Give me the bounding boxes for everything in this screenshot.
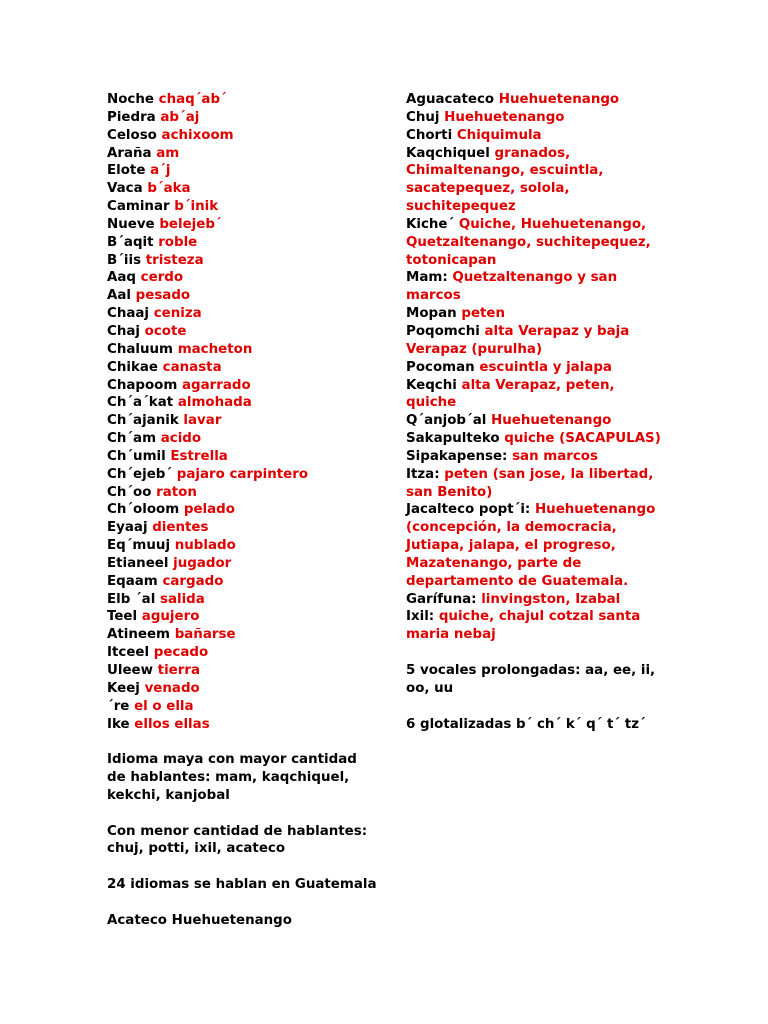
vocab-entry: [107, 145, 377, 163]
vocab-translation: tierra: [157, 663, 200, 678]
vocab-term: Eq´muuj: [107, 538, 171, 554]
vocab-entry: [107, 466, 377, 484]
vocab-entry: [107, 448, 377, 466]
vocab-entry: [107, 501, 377, 519]
vocab-term: Chaaj: [107, 306, 150, 322]
vocab-entry: [107, 341, 377, 359]
vocab-entry: [107, 305, 377, 323]
vocab-translation: Estrella: [170, 448, 228, 464]
language-name: Poqomchi: [406, 323, 480, 339]
vocab-term: Caminar: [107, 199, 170, 215]
languages-list: [406, 91, 666, 644]
vocab-term: Araña: [107, 145, 152, 161]
language-entry: [406, 323, 666, 359]
vocab-entry: [107, 430, 377, 448]
language-name: Jacalteco popt´i:: [406, 502, 531, 518]
vocab-entry: [107, 591, 377, 609]
vocab-translation: acido: [160, 431, 202, 447]
language-entry: [406, 377, 666, 413]
vocab-term: Aaq: [107, 270, 136, 286]
language-entry: [406, 430, 666, 448]
vocab-translation: pelado: [183, 502, 235, 518]
glottalized-line: 6 glotalizadas b´ ch´ k´ q´ t´ tz´: [406, 716, 646, 732]
vocab-translation: el o ella: [134, 698, 194, 714]
vocab-term: Eyaaj: [107, 520, 148, 536]
vocab-entry: [107, 359, 377, 377]
language-places: Huehuetenango (concepción, la democracia, Jutiapa, jalapa, el progreso, Mazatenango, parte de departamento de Guatemala.: [406, 502, 656, 589]
vocab-term: Atineem: [107, 627, 171, 643]
vocab-translation: ab´aj: [160, 109, 200, 125]
vocab-term: Piedra: [107, 109, 156, 125]
spacer: [107, 894, 377, 912]
vocab-entry: [107, 608, 377, 626]
language-entry: [406, 269, 666, 305]
vocab-term: Noche: [107, 92, 154, 107]
vocab-translation: ellos ellas: [134, 716, 210, 732]
language-places: alta Verapaz, peten, quiche: [406, 377, 615, 411]
vocab-entry: [107, 234, 377, 252]
vocab-entry: [107, 180, 377, 198]
language-name: Kaqchiquel: [406, 145, 490, 161]
vocab-entry: [107, 519, 377, 537]
vocab-entry: [107, 644, 377, 662]
vocab-term: Vaca: [107, 181, 143, 197]
vocab-term: Ike: [107, 716, 130, 732]
language-places: Quiche, Huehuetenango, Quetzaltenango, suchitepequez, totonicapan: [406, 216, 651, 268]
vocab-entry: [107, 394, 377, 412]
vocab-entry: [107, 626, 377, 644]
spacer: [406, 644, 666, 662]
vocab-translation: jugador: [173, 555, 232, 571]
vocab-entry: [107, 162, 377, 180]
language-places: san marcos: [512, 448, 598, 464]
language-name: Aguacateco: [406, 92, 495, 107]
vocabulary-list: [107, 91, 377, 733]
vocab-translation: ceniza: [153, 306, 202, 322]
vowels-line-2: oo, uu: [406, 680, 454, 696]
vocab-entry: [107, 537, 377, 555]
note-most-speakers-line-2: de hablantes: mam, kaqchiquel,: [107, 770, 350, 786]
language-entry: [406, 466, 666, 502]
vocab-translation: ocote: [144, 323, 187, 339]
vocab-entry: [107, 662, 377, 680]
language-places: alta Verapaz y baja Verapaz (purulha): [406, 323, 630, 357]
vocab-translation: belejeb´: [159, 216, 222, 232]
vocab-translation: agarrado: [182, 377, 251, 393]
right-column: [406, 91, 666, 733]
vocab-term: Elb ´al: [107, 591, 156, 607]
note-most-speakers-line-3: kekchi, kanjobal: [107, 787, 230, 803]
vocab-term: Ch´umil: [107, 448, 166, 464]
vocab-translation: venado: [144, 680, 200, 696]
vocab-translation: pesado: [135, 288, 191, 304]
note-acateco: Acateco Huehuetenango: [107, 912, 292, 928]
vocab-translation: macheton: [177, 341, 253, 357]
spacer: [107, 858, 377, 876]
language-entry: [406, 359, 666, 377]
vocab-entry: [107, 377, 377, 395]
vocab-translation: raton: [156, 484, 197, 500]
language-places: Huehuetenango: [491, 413, 612, 429]
language-entry: [406, 608, 666, 644]
language-places: Chiquimula: [456, 127, 542, 143]
language-entry: [406, 501, 666, 590]
vowels-line-1: 5 vocales prolongadas: aa, ee, ii,: [406, 663, 656, 678]
note-fewest-speakers-line-2: chuj, potti, ixil, acateco: [107, 841, 286, 857]
vocab-entry: [107, 716, 377, 734]
language-places: linvingston, Izabal: [481, 591, 621, 607]
vocab-translation: tristeza: [145, 252, 204, 268]
vocab-term: Chaluum: [107, 341, 174, 357]
vocab-translation: pecado: [153, 645, 209, 661]
language-name: Garífuna:: [406, 591, 477, 607]
vocab-translation: canasta: [162, 359, 222, 375]
vocab-term: Aal: [107, 288, 131, 304]
vocab-term: Ch´am: [107, 431, 157, 447]
language-entry: [406, 216, 666, 270]
language-name: Chuj: [406, 109, 440, 125]
vocab-term: Chikae: [107, 359, 158, 375]
vocab-translation: b´aka: [147, 181, 191, 197]
vocab-term: Nueve: [107, 216, 155, 232]
vocab-translation: lavar: [183, 413, 222, 429]
vocab-entry: [107, 484, 377, 502]
vocab-term: Eqaam: [107, 573, 158, 589]
vocab-entry: [107, 198, 377, 216]
language-name: Mopan: [406, 306, 457, 322]
language-places: granados, Chimaltenango, escuintla, sacatepequez, solola, suchitepequez: [406, 145, 604, 215]
vocab-term: Teel: [107, 609, 138, 625]
vocab-entry: [107, 91, 377, 109]
vocab-term: Keej: [107, 680, 140, 696]
vocab-translation: bañarse: [174, 627, 236, 643]
vocab-term: Ch´ejeb´: [107, 466, 173, 482]
language-name: Pocoman: [406, 359, 475, 375]
note-most-speakers-line-1: Idioma maya con mayor cantidad: [107, 752, 357, 768]
language-places: peten (san jose, la libertad, san Benito): [406, 466, 654, 500]
language-name: Itza:: [406, 466, 440, 482]
vocab-translation: agujero: [141, 609, 200, 625]
vocab-entry: [107, 680, 377, 698]
vocab-translation: dientes: [152, 520, 209, 536]
language-name: Mam:: [406, 270, 448, 286]
vocab-term: Ch´oo: [107, 484, 152, 500]
language-entry: [406, 127, 666, 145]
language-places: Huehuetenango: [498, 92, 620, 107]
language-entry: [406, 448, 666, 466]
vocab-translation: nublado: [174, 538, 236, 554]
vocab-translation: pajaro carpintero: [176, 466, 309, 482]
vocab-translation: achixoom: [161, 127, 234, 143]
vocab-translation: cargado: [162, 573, 224, 589]
vocab-entry: [107, 269, 377, 287]
language-places: escuintla y jalapa: [479, 359, 612, 375]
language-name: Chorti: [406, 127, 453, 143]
vocab-translation: cerdo: [140, 270, 184, 286]
vocab-translation: salida: [159, 591, 205, 607]
spacer: [406, 698, 666, 716]
vocab-term: Elote: [107, 163, 146, 179]
vocab-term: Ch´a´kat: [107, 395, 174, 411]
vocab-entry: [107, 412, 377, 430]
language-name: Kiche´: [406, 216, 455, 232]
vocab-translation: roble: [158, 234, 198, 250]
vocab-translation: am: [156, 145, 180, 161]
note-fewest-speakers-line-1: Con menor cantidad de hablantes:: [107, 823, 368, 839]
language-entry: [406, 145, 666, 216]
spacer: [107, 733, 377, 751]
vocab-translation: a´j: [150, 163, 171, 179]
vocab-entry: [107, 216, 377, 234]
vocab-term: B´aqit: [107, 234, 154, 250]
language-name: Ixil:: [406, 609, 435, 625]
vocab-entry: [107, 555, 377, 573]
language-name: Q´anjob´al: [406, 413, 487, 429]
left-column: [107, 91, 377, 930]
language-name: Sakapulteko: [406, 431, 500, 447]
vocab-term: Chapoom: [107, 377, 178, 393]
language-places: quiche, chajul cotzal santa maria nebaj: [406, 609, 641, 643]
spacer: [107, 805, 377, 823]
note-language-count: 24 idiomas se hablan en Guatemala: [107, 877, 377, 893]
vocab-entry: [107, 109, 377, 127]
vocab-entry: [107, 287, 377, 305]
language-entry: [406, 91, 666, 109]
vocab-term: Ch´oloom: [107, 502, 180, 518]
language-places: quiche (SACAPULAS): [504, 431, 661, 447]
vocab-term: ´re: [107, 698, 130, 714]
vocab-term: Uleew: [107, 663, 153, 678]
language-name: Keqchi: [406, 377, 457, 393]
language-entry: [406, 591, 666, 609]
vocab-translation: chaq´ab´: [158, 92, 227, 107]
vocab-translation: b´inik: [174, 199, 219, 215]
language-places: Huehuetenango: [444, 109, 565, 125]
vocab-entry: [107, 573, 377, 591]
vocab-entry: [107, 252, 377, 270]
vocab-entry: [107, 698, 377, 716]
language-places: peten: [461, 306, 506, 322]
language-entry: [406, 109, 666, 127]
language-name: Sipakapense:: [406, 448, 508, 464]
vocab-term: Ch´ajanik: [107, 413, 179, 429]
language-entry: [406, 412, 666, 430]
vocab-translation: almohada: [177, 395, 252, 411]
language-places: Quetzaltenango y san marcos: [406, 270, 618, 304]
vocab-term: B´iis: [107, 252, 142, 268]
vocab-term: Chaj: [107, 323, 140, 339]
language-entry: [406, 305, 666, 323]
vocab-term: Celoso: [107, 127, 157, 143]
vocab-entry: [107, 127, 377, 145]
vocab-term: Itceel: [107, 645, 150, 661]
vocab-entry: [107, 323, 377, 341]
vocab-term: Etianeel: [107, 555, 169, 571]
